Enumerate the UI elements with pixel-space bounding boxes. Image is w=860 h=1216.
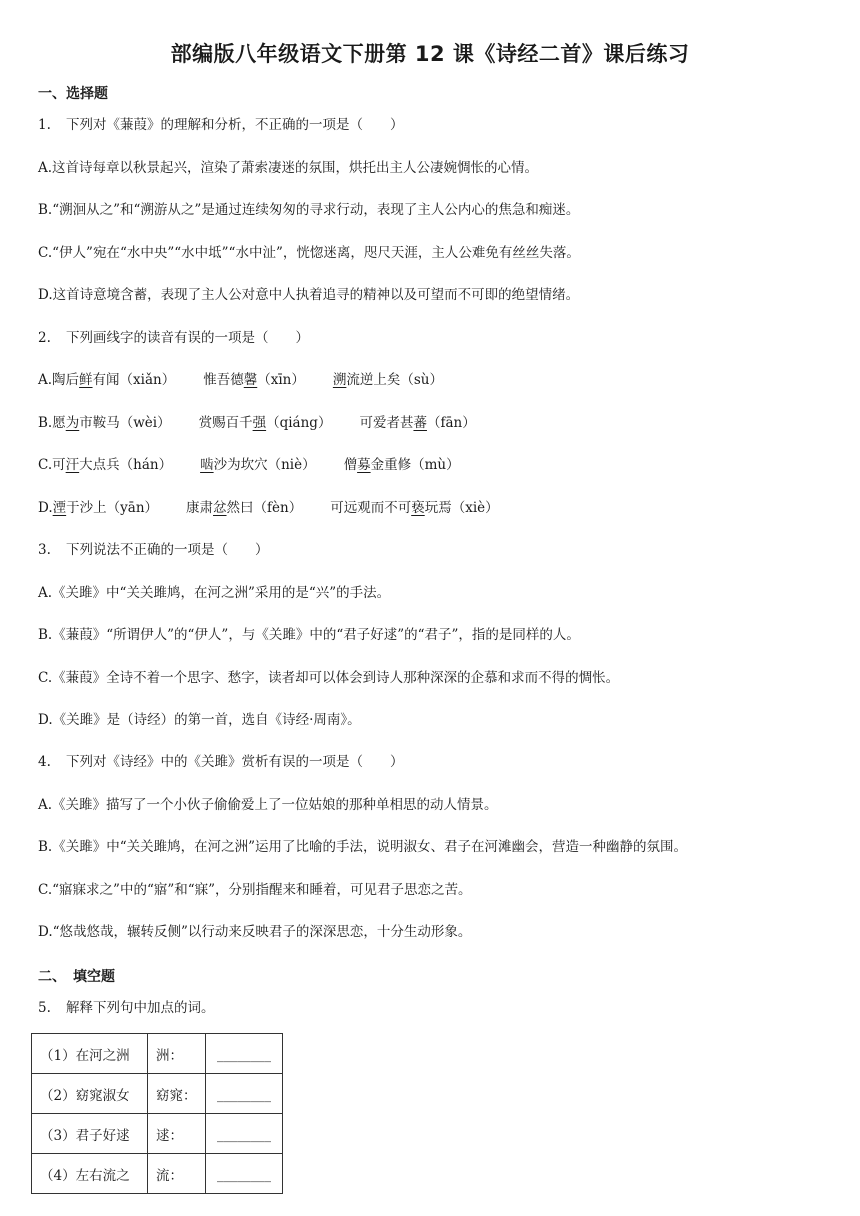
answer-blank[interactable]: ________: [206, 1154, 283, 1194]
pinyin-item: [200, 456, 316, 474]
text-segment: （xīn）: [257, 372, 305, 388]
text-segment: 有闻（xiǎn）: [92, 372, 176, 388]
question-3-option-c: C.《蒹葭》全诗不着一个思字、愁字，读者却可以体会到诗人那种深深的企慕和求而不得的惆怅。: [38, 670, 620, 686]
pinyin-item: [199, 414, 332, 432]
question-text: 下列画线字的读音有误的一项是（ ）: [66, 330, 309, 346]
table-row: [32, 1074, 283, 1114]
question-number: 5.: [38, 1000, 51, 1016]
pinyin-item: [333, 371, 443, 389]
underlined-char: 鲜: [79, 372, 93, 388]
text-segment: 沙为坎穴（niè）: [213, 457, 316, 473]
question-1-option-c: C.“伊人”宛在“水中央”“水中坻”“水中沚”，恍惚迷离，咫尺天涯，主人公难免有丝丝失落。: [38, 245, 580, 261]
phrase-cell: （2）窈窕淑女: [32, 1074, 148, 1114]
underlined-char: 亵: [411, 500, 425, 516]
text-segment: 可远观而不可: [330, 500, 412, 516]
text-segment: 市鞍马（wèi）: [79, 415, 171, 431]
pinyin-item: [186, 499, 302, 517]
text-segment: 金重修（mù）: [370, 457, 460, 473]
text-segment: 僧: [343, 457, 358, 473]
text-segment: 愿: [52, 415, 66, 431]
question-text: 下列对《蒹葭》的理解和分析，不正确的一项是（ ）: [66, 117, 404, 133]
text-segment: 可: [52, 457, 66, 473]
question-2-option-a: [38, 371, 443, 389]
phrase-cell: （4）左右流之: [32, 1154, 148, 1194]
underlined-char: 忿: [213, 500, 227, 516]
text-segment: （fān）: [426, 415, 476, 431]
word-cell: 洲：: [148, 1034, 206, 1074]
pinyin-item: [359, 414, 475, 432]
question-5-stem: [38, 999, 215, 1017]
question-text: 解释下列句中加点的词。: [66, 1000, 215, 1016]
text-segment: 康肃: [186, 500, 214, 516]
question-1-stem: [38, 116, 404, 134]
underlined-char: 湮: [52, 500, 67, 516]
question-1-option-b: B.“溯洄从之”和“溯游从之”是通过连续匆匆的寻求行动，表现了主人公内心的焦急和痴迷。: [38, 202, 580, 218]
answer-blank[interactable]: ________: [206, 1074, 283, 1114]
question-2-option-d: [38, 499, 499, 517]
word-cell: 窈窕：: [148, 1074, 206, 1114]
question-2-stem: [38, 329, 309, 347]
text-segment: 大点兵（hán）: [79, 457, 173, 473]
text-segment: 然曰（fèn）: [226, 500, 303, 516]
question-3-option-a: A.《关雎》中“关关雎鸠，在河之洲”采用的是“兴”的手法。: [38, 585, 391, 601]
question-number: 2.: [38, 330, 51, 346]
question-4-option-c: C.“寤寐求之”中的“寤”和“寐”，分别指醒来和睡着，可见君子思恋之苦。: [38, 882, 472, 898]
pinyin-item: [330, 499, 498, 517]
pinyin-item: [203, 371, 305, 389]
pinyin-item: [52, 414, 170, 432]
pinyin-item: [52, 456, 172, 474]
question-text: 下列对《诗经》中的《关雎》赏析有误的一项是（ ）: [66, 754, 404, 770]
option-label: D.: [38, 500, 53, 516]
option-label: B.: [38, 415, 53, 431]
underlined-char: 为: [65, 415, 80, 431]
text-segment: （qiáng）: [266, 415, 332, 431]
section-heading-fill-in: 二、 填空题: [38, 969, 115, 985]
pinyin-item: [53, 499, 158, 517]
text-segment: 惟吾德: [203, 372, 244, 388]
table-row: [32, 1154, 283, 1194]
question-3-option-b: B.《蒹葭》“所谓伊人”的“伊人”，与《关雎》中的“君子好逑”的“君子”，指的是同样的人。: [38, 627, 580, 643]
underlined-char: 馨: [243, 372, 258, 388]
underlined-char: 强: [252, 415, 267, 431]
question-4-option-a: A.《关雎》描写了一个小伙子偷偷爱上了一位姑娘的那种单相思的动人情景。: [38, 797, 498, 813]
text-segment: 玩焉（xiè）: [424, 500, 499, 516]
question-number: 1.: [38, 117, 51, 133]
question-4-stem: [38, 753, 404, 771]
question-1-option-d: D.这首诗意境含蓄，表现了主人公对意中人执着追寻的精神以及可望而不可即的绝望情绪。: [38, 287, 580, 303]
underlined-char: 啮: [200, 457, 214, 473]
question-2-option-c: [38, 456, 460, 474]
answer-blank[interactable]: ________: [206, 1114, 283, 1154]
text-segment: 可爱者甚: [359, 415, 414, 431]
question-1-option-a: A.这首诗每章以秋景起兴，渲染了萧索凄迷的氛围，烘托出主人公凄婉惆怅的心情。: [38, 160, 539, 176]
word-cell: 流：: [148, 1154, 206, 1194]
pinyin-item: [52, 371, 175, 389]
fill-in-table: [31, 1033, 283, 1194]
question-4-option-b: B.《关雎》中“关关雎鸠，在河之洲”运用了比喻的手法，说明淑女、君子在河滩幽会，营造一种幽静的氛围。: [38, 839, 688, 855]
question-number: 4.: [38, 754, 51, 770]
text-segment: 于沙上（yān）: [66, 500, 159, 516]
question-text: 下列说法不正确的一项是（ ）: [66, 542, 269, 558]
option-label: C.: [38, 457, 53, 473]
phrase-cell: （1）在河之洲: [32, 1034, 148, 1074]
underlined-char: 溯: [332, 372, 347, 388]
question-number: 3.: [38, 542, 51, 558]
option-label: A.: [38, 372, 53, 388]
page-title: 部编版八年级语文下册第 12 课《诗经二首》课后练习: [170, 42, 690, 66]
table-row: [32, 1034, 283, 1074]
pinyin-item: [344, 456, 460, 474]
underlined-char: 汗: [65, 457, 80, 473]
underlined-char: 蕃: [413, 415, 427, 431]
table-row: [32, 1114, 283, 1154]
question-3-option-d: D.《关雎》是（诗经）的第一首，选自《诗经·周南》。: [38, 712, 361, 728]
question-3-stem: [38, 541, 269, 559]
phrase-cell: （3）君子好逑: [32, 1114, 148, 1154]
section-heading-choice: 一、选择题: [38, 86, 108, 102]
word-cell: 逑：: [148, 1114, 206, 1154]
text-segment: 赏赐百千: [198, 415, 253, 431]
answer-blank[interactable]: ________: [206, 1034, 283, 1074]
underlined-char: 募: [357, 457, 371, 473]
question-4-option-d: D.“悠哉悠哉，辗转反侧”以行动来反映君子的深深思恋，十分生动形象。: [38, 924, 472, 940]
text-segment: 陶后: [52, 372, 80, 388]
text-segment: 流逆上矣（sù）: [346, 372, 443, 388]
question-2-option-b: [38, 414, 476, 432]
